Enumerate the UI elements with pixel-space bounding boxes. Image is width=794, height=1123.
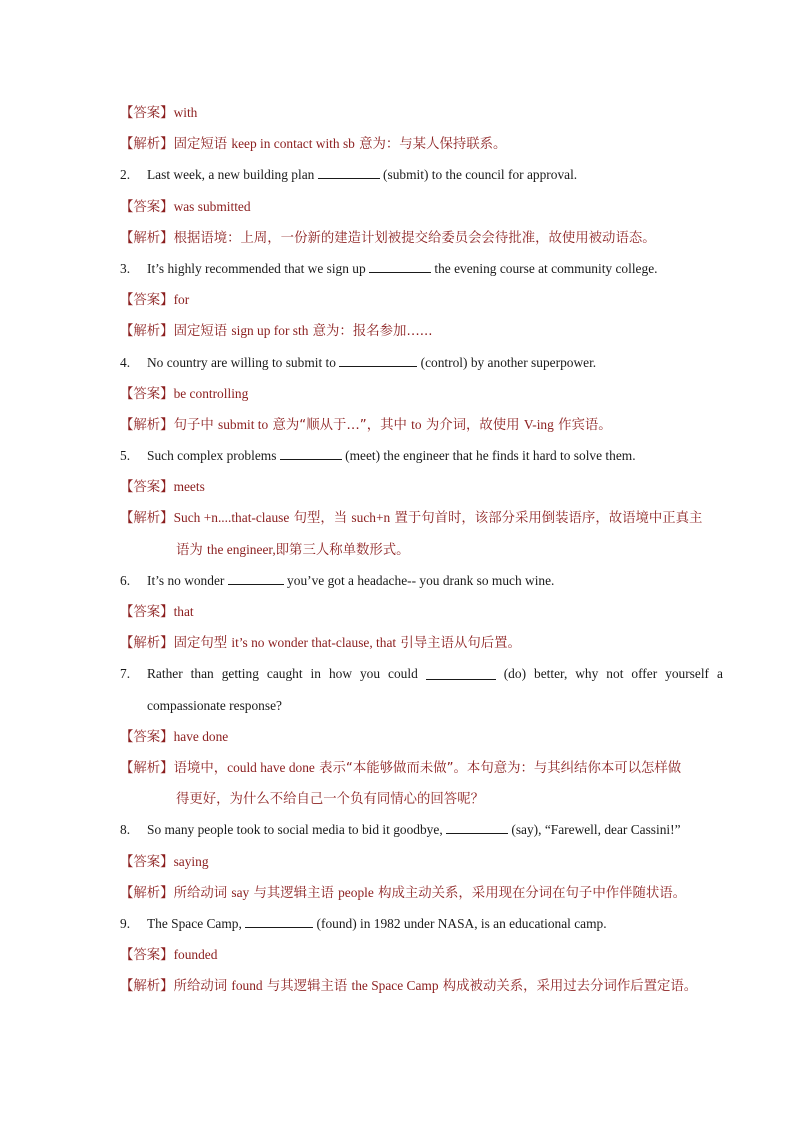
question-3: 3. It’s highly recommended that we sign up the evening course at community college. <box>120 257 724 288</box>
answer-blank <box>228 571 284 585</box>
analysis-tag: 【解析】 <box>120 511 174 527</box>
answer-line-2 <box>120 195 724 226</box>
answer-blank <box>245 914 313 928</box>
answer-tag: 【答案】 <box>120 106 174 121</box>
question-number: 7. <box>120 666 131 682</box>
answer-text: be controlling <box>173 385 249 401</box>
question-number: 5. <box>120 448 131 464</box>
answer-text: for <box>173 292 190 308</box>
answer-blank <box>318 165 380 179</box>
question-number: 8. <box>120 822 131 838</box>
analysis-tag: 【解析】 <box>120 760 174 776</box>
analysis-tag: 【解析】 <box>120 230 174 246</box>
analysis-line-6: 【解析】固定句型 it’s no wonder that-clause, that 引导主语从句后置。 <box>120 635 521 652</box>
analysis-line-8: 【解析】所给动词 say 与其逻辑主语 people 构成主动关系，采用现在分词在句子中作伴随状语。 <box>120 884 687 901</box>
exercise-content <box>120 101 724 1005</box>
answer-tag: 【答案】 <box>120 948 174 964</box>
question-4: 4. No country are willing to submit to (control) by another superpower. <box>120 351 724 382</box>
answer-tag: 【答案】 <box>120 729 174 745</box>
answer-text: founded <box>173 947 218 963</box>
answer-line-9 <box>120 943 724 974</box>
answer-blank <box>369 259 431 273</box>
answer-text: have done <box>173 728 229 744</box>
question-6: 6. It’s no wonder you’ve got a headache-- you drank so much wine. <box>120 569 724 600</box>
answer-line-3 <box>120 288 724 319</box>
analysis-line-7b: 得更好，为什么不给自己一个负有同情心的回答呢？ <box>176 792 484 808</box>
analysis-line-2: 【解析】根据语境：上周，一份新的建造计划被提交给委员会会待批准，故使用被动语态。 <box>120 230 656 246</box>
answer-text: meets <box>173 479 205 495</box>
answer-tag: 【答案】 <box>120 199 174 215</box>
answer-line-4 <box>120 382 724 413</box>
answer-text: saying <box>173 853 209 869</box>
answer-line-8 <box>120 850 724 881</box>
answer-line-7 <box>120 725 724 756</box>
analysis-line-5a: 【解析】Such +n....that-clause 句型，当 such+n 置于句首时，该部分采用倒装语序，故语境中正真主 <box>120 510 703 527</box>
analysis-tag: 【解析】 <box>120 137 174 153</box>
question-number: 9. <box>120 915 131 931</box>
question-2: 2. Last week, a new building plan (submit) to the council for approval. <box>120 163 724 194</box>
analysis-line-3: 【解析】固定短语 sign up for sth 意为：报名参加…... <box>120 323 433 340</box>
question-9: 9. The Space Camp, (found) in 1982 under NASA, is an educational camp. <box>120 912 724 943</box>
question-number: 6. <box>120 572 131 588</box>
analysis-tag: 【解析】 <box>120 636 174 652</box>
question-8: 8. So many people took to social media to bid it goodbye, (say), “Farewell, dear Cassini!” <box>120 818 724 849</box>
answer-line-1 <box>120 101 724 132</box>
question-number: 3. <box>120 260 131 276</box>
answer-line-6 <box>120 600 724 631</box>
analysis-tag: 【解析】 <box>120 324 174 340</box>
answer-text: was submitted <box>173 198 251 214</box>
analysis-line-4: 【解析】句子中 submit to 意为“顺从于…”，其中 to 为介词，故使用 V-ing 作宾语。 <box>120 416 612 433</box>
answer-blank <box>426 666 496 680</box>
answer-tag: 【答案】 <box>120 605 174 620</box>
answer-line-5 <box>120 475 724 506</box>
analysis-line-5b: 语为 the engineer,即第三人称单数形式。 <box>176 541 410 558</box>
answer-tag: 【答案】 <box>120 854 174 870</box>
analysis-line-9: 【解析】所给动词 found 与其逻辑主语 the Space Camp 构成被动关系，采用过去分词作后置定语。 <box>120 978 698 995</box>
analysis-line-7a: 【解析】语境中，could have done 表示“本能够做而未做”。本句意为：与其纠结你本可以怎样做 <box>120 759 682 776</box>
question-7-line1: Rather than getting caught in how you could (do) better, why not offer yourself a <box>147 666 723 682</box>
question-7a <box>120 662 724 693</box>
answer-tag: 【答案】 <box>120 293 174 309</box>
answer-tag: 【答案】 <box>120 480 174 496</box>
question-7b: compassionate response? <box>147 697 282 713</box>
answer-text: with <box>173 105 198 120</box>
analysis-tag: 【解析】 <box>120 885 174 901</box>
question-5: 5. Such complex problems (meet) the engineer that he finds it hard to solve them. <box>120 444 724 475</box>
analysis-line-1: 【解析】固定短语 keep in contact with sb 意为：与某人保持联系。 <box>120 136 507 153</box>
answer-blank <box>339 353 417 367</box>
answer-blank <box>280 446 342 460</box>
analysis-tag: 【解析】 <box>120 417 174 433</box>
question-number: 4. <box>120 354 131 370</box>
answer-blank <box>446 820 508 834</box>
answer-text: that <box>173 604 194 619</box>
question-number: 2. <box>120 167 131 183</box>
answer-tag: 【答案】 <box>120 386 174 402</box>
analysis-tag: 【解析】 <box>120 979 174 995</box>
